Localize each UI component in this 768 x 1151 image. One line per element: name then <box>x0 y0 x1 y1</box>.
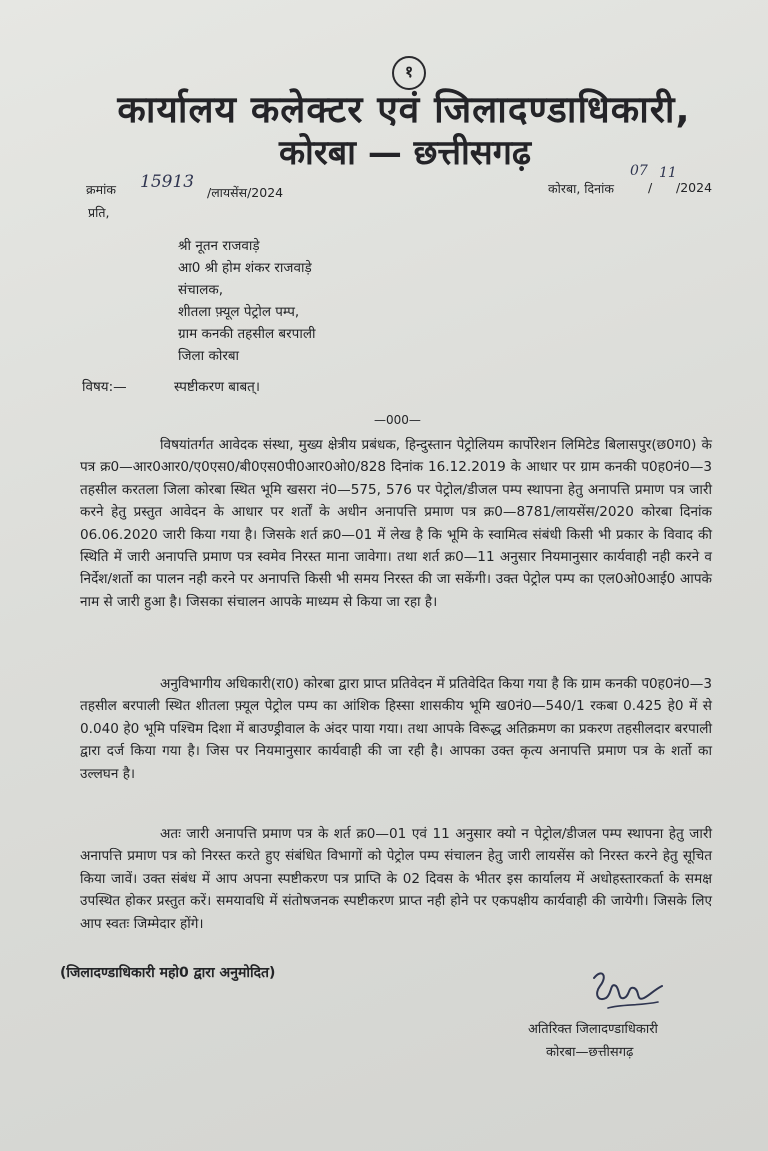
body-paragraph-2 <box>80 673 712 785</box>
office-emblem: १ <box>392 56 426 90</box>
kramank-number: 15913 <box>140 172 195 192</box>
addressee-line: श्री नूतन राजवाड़े <box>178 238 260 254</box>
body-paragraph-1 <box>80 434 712 613</box>
addressee-line: संचालक, <box>178 282 224 298</box>
addressee-line: आ0 श्री होम शंकर राजवाड़े <box>178 260 312 276</box>
body-paragraph-3 <box>80 823 712 935</box>
paragraph-text: विषयांतर्गत आवेदक संस्था, मुख्य क्षेत्रीय प्रबंधक, हिन्दुस्तान पेट्रोलियम कार्पोरेशन लिमिटेड बिलासपुर(छ0ग0) के पत्र क्र0—आर0आर0/ए0एस0/बी0एस0पी0आर0ओ0/828 दिनांक 16.12.2019 के आधार पर ग्राम कनकी प0ह0नं0—3 तहसील करतला जिला कोरबा स्थित भूमि खसरा नं0—575, 576 पर पेट्रोल/डीजल पम्प स्थापना हेतु अनापत्ति प्रमाण पत्र जारी करने हेतु प्रस्तुत आवेदन के आधार पर शर्तों के अधीन अनापत्ति प्रमाण पत्र क्र0—8781/लायसेंस/2020 कोरबा दिनांक 06.06.2020 जारी किया गया है। जिसके शर्त क्र0—01 में लेख है कि भूमि के स्वामित्व संबंधी किसी भी प्रकार के विवाद की स्थिति में जारी अनापत्ति प्रमाण पत्र स्वमेव निरस्त माना जावेगा। तथा शर्त क्र0—11 अनुसार नियमानुसार कार्यवाही नही करने व निर्देश/शर्तो का पालन नही करने पर अनापत्ति किसी भी समय निरस्त की जा सकेंगी। उक्त पेट्रोल पम्प का एल0ओ0आई0 आपके नाम से जारी हुआ है। जिसका संचालन आपके माध्यम से किया जा रहा है। <box>80 437 712 610</box>
signatory-designation: अतिरिक्त जिलादण्डाधिकारी <box>528 1022 658 1037</box>
subject-text: स्पष्टीकरण बाबत्। <box>174 379 260 395</box>
district-title: कोरबा — छत्तीसगढ़ <box>278 133 532 173</box>
addressee-block <box>178 235 315 367</box>
approval-note: (जिलादण्डाधिकारी महो0 द्वारा अनुमोदित) <box>60 965 276 981</box>
paragraph-text: अनुविभागीय अधिकारी(रा0) कोरबा द्वारा प्राप्त प्रतिवेदन में प्रतिवेदित किया गया है कि ग्राम कनकी प0ह0नं0—3 तहसील बरपाली स्थित शीतला फ़्यूल पेट्रोल पम्प का आंशिक हिस्सा शासकीय भूमि ख0नं0—540/1 रकबा 0.425 हे0 में से 0.040 हे0 भूमि पश्चिम दिशा में बाउण्ड्रीवाल के अंदर पाया गया। तथा आपके विरूद्ध अतिक्रमण का प्रकरण तहसीलदार बरपाली द्वारा दर्ज किया गया है। जिस पर नियमानुसार कार्यवाही की जा रही है। आपका उक्त कृत्य अनापत्ति प्रमाण पत्र के शर्तो का उल्लघन है। <box>80 676 712 782</box>
license-suffix: /लायसेंस/2024 <box>207 185 284 200</box>
addressee-line: जिला कोरबा <box>178 348 240 364</box>
handwritten-signature <box>588 968 668 1020</box>
date-month: 11 <box>659 165 677 181</box>
office-title: कार्यालय कलेक्टर एवं जिलादण्डाधिकारी, <box>117 88 691 131</box>
subject-label: विषय:— <box>82 379 127 395</box>
date-year: /2024 <box>676 180 713 195</box>
signatory-place: कोरबा—छत्तीसगढ़ <box>546 1045 634 1060</box>
date-day: 07 <box>630 163 648 179</box>
addressee-line: ग्राम कनकी तहसील बरपाली <box>178 326 316 342</box>
separator: —000— <box>374 413 421 427</box>
date-slash: / <box>648 180 653 195</box>
paragraph-text: अतः जारी अनापत्ति प्रमाण पत्र के शर्त क्र0—01 एवं 11 अनुसार क्यो न पेट्रोल/डीजल पम्प स्थापना हेतु जारी अनापत्ति प्रमाण पत्र को निरस्त करते हुए संबंधित विभागों को पेट्रोल पम्प संचालन हेतु जारी लायसेंस को निरस्त करने हेतु सूचित किया जावें। उक्त संबंध में आप अपना स्पष्टीकरण पत्र प्राप्ति के 02 दिवस के भीतर इस कार्यालय में अधोहस्तारकर्ता के समक्ष उपस्थित होकर प्रस्तुत करें। समयावधि में संतोषजनक स्पष्टीकरण प्राप्त नही होने पर एकपक्षीय कार्यवाही की जायेगी। जिसके लिए आप स्वतः जिम्मेदार होंगे। <box>80 826 712 932</box>
kramank-label: क्रमांक <box>86 182 116 197</box>
place-date-label: कोरबा, दिनांक <box>548 181 614 196</box>
prati-label: प्रति, <box>88 205 110 220</box>
addressee-line: शीतला फ़्यूल पेट्रोल पम्प, <box>178 304 300 320</box>
